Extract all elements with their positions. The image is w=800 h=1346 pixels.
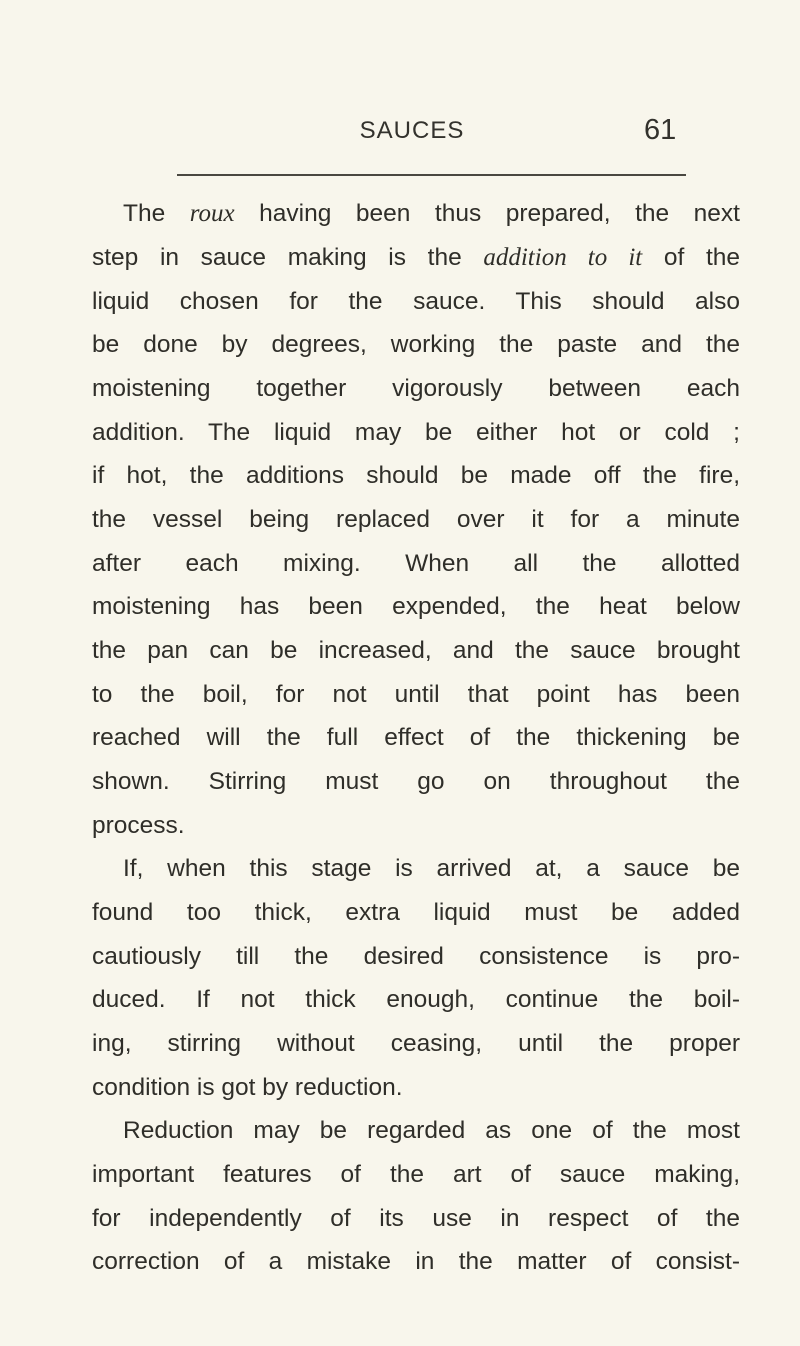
paragraph-1-line-15: process. xyxy=(92,812,185,839)
running-head-title: SAUCES xyxy=(359,117,465,144)
paragraph-1-line-4: be done by degrees, working the paste and the xyxy=(92,331,740,358)
paragraph-3-line-3: for independently of its use in respect of the xyxy=(92,1205,740,1232)
paragraph-1-line-7: if hot, the additions should be made off the fire, xyxy=(92,462,740,489)
paragraph-2-line-5: ing, stirring without ceasing, until the proper xyxy=(92,1030,740,1057)
paragraph-1-line-6: addition. The liquid may be either hot or cold ; xyxy=(92,419,740,446)
paragraph-1-line-5: moistening together vigorously between each xyxy=(92,375,740,402)
paragraph-1-line-11: the pan can be increased, and the sauce brought xyxy=(92,637,740,664)
paragraph-3-line-4: correction of a mistake in the matter of consist- xyxy=(92,1248,740,1275)
paragraph-1-line-8: the vessel being replaced over it for a minute xyxy=(92,506,740,533)
paragraph-1-line-13: reached will the full effect of the thickening be xyxy=(92,724,740,751)
paragraph-3-line-2: important features of the art of sauce making, xyxy=(92,1161,740,1188)
paragraph-2-line-6: condition is got by reduction. xyxy=(92,1074,403,1101)
paragraph-1-line-2: step in sauce making is the addition to it of the xyxy=(92,244,740,271)
paragraph-1-line-12: to the boil, for not until that point has been xyxy=(92,681,740,708)
paragraph-1-line-9: after each mixing. When all the allotted xyxy=(92,550,740,577)
page-number: 61 xyxy=(644,114,677,146)
paragraph-3-line-1: Reduction may be regarded as one of the most xyxy=(123,1117,740,1144)
italic-term-roux: roux xyxy=(189,200,235,227)
paragraph-1-line-14: shown. Stirring must go on throughout the xyxy=(92,768,740,795)
paragraph-1-line-10: moistening has been expended, the heat below xyxy=(92,593,740,620)
paragraph-1-line-1: The roux having been thus prepared, the next xyxy=(123,200,740,227)
paragraph-2-line-2: found too thick, extra liquid must be added xyxy=(92,899,740,926)
paragraph-2-line-1: If, when this stage is arrived at, a sauce be xyxy=(123,855,740,882)
paragraph-2-line-4: duced. If not thick enough, continue the boil- xyxy=(92,986,740,1013)
paragraph-2-line-3: cautiously till the desired consistence is pro- xyxy=(92,943,740,970)
italic-phrase-addition: addition to it xyxy=(483,244,643,271)
paragraph-1-line-3: liquid chosen for the sauce. This should also xyxy=(92,288,740,315)
